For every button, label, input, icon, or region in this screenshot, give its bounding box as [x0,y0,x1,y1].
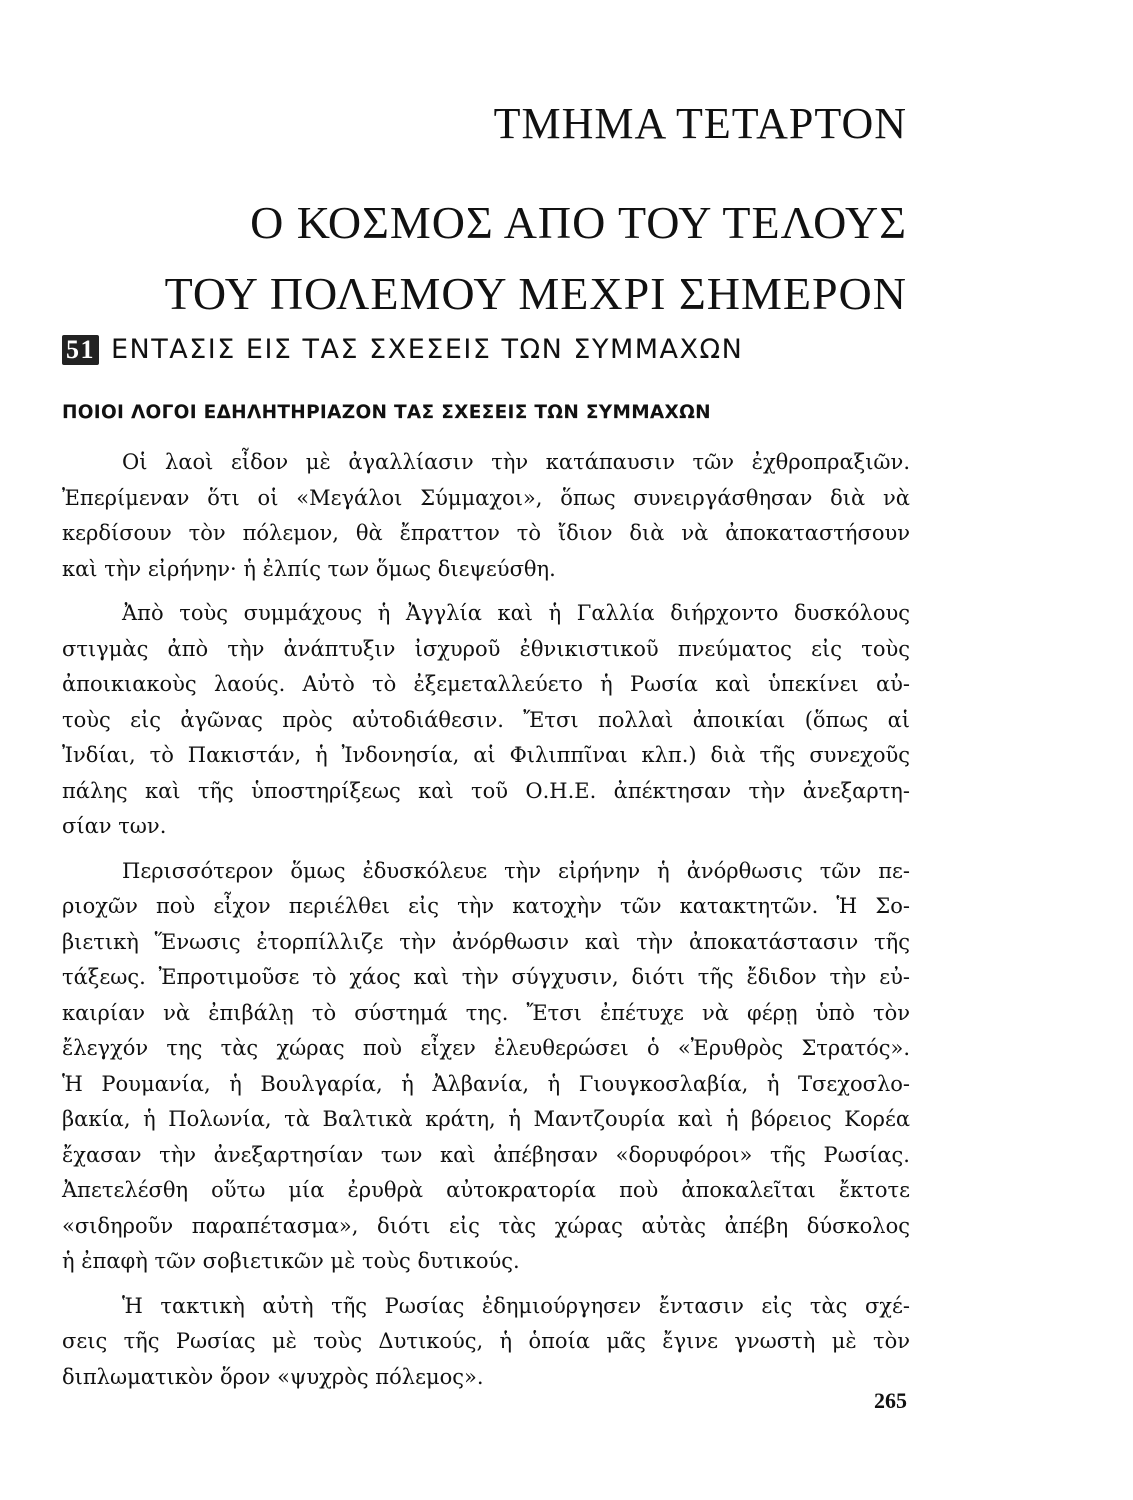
text-line: ἔλεγχόν της τὰς χώρας ποὺ εἶχεν ἐλευθερώσει ὁ «Ἐρυθρὸς Στρατός». [62,1036,910,1060]
paragraph-gap [62,845,910,854]
text-line: Ἀπὸ τοὺς συμμάχους ἡ Ἀγγλία καὶ ἡ Γαλλία διήρχοντο δυσκόλους [122,601,910,625]
text-line: σεις τῆς Ρωσίας μὲ τοὺς Δυτικούς, ἡ ὁποία μᾶς ἔγινε γνωστὴ μὲ τὸν [62,1329,910,1353]
text-line: Οἱ λαοὶ εἶδον μὲ ἀγαλλίασιν τὴν κατάπαυσιν τῶν ἐχθροπραξιῶν. [122,450,910,474]
text-line: βιετικὴ Ἕνωσις ἐτορπίλλιζε τὴν ἀνόρθωσιν καὶ τὴν ἀποκατάστασιν τῆς [62,929,910,954]
text-line: Ἡ τακτικὴ αὐτὴ τῆς Ρωσίας ἐδημιούργησεν ἔντασιν εἰς τὰς σχέ- [122,1293,910,1318]
section-subheading: ΠΟΙΟΙ ΛΟΓΟΙ ΕΔΗΛΗΤΗΡΙΑΖΟΝ ΤΑΣ ΣΧΕΣΕΙΣ ΤΩΝ ΣΥΜΜΑΧΩΝ [62,402,711,423]
text-line: Περισσότερον ὅμως ἐδυσκόλευε τὴν εἰρήνην ἡ ἀνόρθωσις τῶν πε- [122,858,910,883]
text-line: κερδίσουν τὸν πόλεμον, θὰ ἔπραττον τὸ ἴδιον διὰ νὰ ἀποκαταστήσουν [62,521,910,545]
paragraph [62,445,910,587]
chapter-heading [62,334,743,365]
text-line: Ἀπετελέσθη οὕτω μία ἐρυθρὰ αὐτοκρατορία ποὺ ἀποκαλεῖται ἔκτοτε [62,1178,910,1202]
text-line: καὶ τὴν εἰρήνην· ἡ ἐλπίς των ὅμως διεψεύσθη. [62,556,556,581]
chapter-number-badge: 51 [62,335,99,365]
text-line: καιρίαν νὰ ἐπιβάλῃ τὸ σύστημά της. Ἔτσι ἐπέτυχε νὰ φέρῃ ὑπὸ τὸν [62,1000,910,1025]
text-line: βακία, ἡ Πολωνία, τὰ Βαλτικὰ κράτη, ἡ Μαντζουρία καὶ ἡ βόρειος Κορέα [62,1107,910,1131]
text-line: πάλης καὶ τῆς ὑποστηρίξεως καὶ τοῦ Ο.Η.Ε. ἀπέκτησαν τὴν ἀνεξαρτη- [62,778,910,803]
text-line: ριοχῶν ποὺ εἶχον περιέλθει εἰς τὴν κατοχὴν τῶν κατακτητῶν. Ἡ Σο- [62,894,910,918]
paragraph [62,1289,910,1396]
text-line: σίαν των. [62,814,167,838]
text-line: Ἡ Ρουμανία, ἡ Βουλγαρία, ἡ Ἀλβανία, ἡ Γιουγκοσλαβία, ἡ Τσεχοσλο- [62,1071,910,1096]
text-line: τοὺς εἰς ἀγῶνας πρὸς αὐτοδιάθεσιν. Ἔτσι πολλαὶ ἀποικίαι (ὅπως αἱ [62,707,910,732]
text-line: Ἰνδίαι, τὸ Πακιστάν, ἡ Ἰνδονησία, αἱ Φιλιππῖναι κλπ.) διὰ τῆς συνεχοῦς [62,743,910,767]
text-line: στιγμὰς ἀπὸ τὴν ἀνάπτυξιν ἰσχυροῦ ἐθνικιστικοῦ πνεύματος εἰς τοὺς [62,636,910,661]
text-line: Ἐπερίμεναν ὅτι οἱ «Μεγάλοι Σύμμαχοι», ὅπως συνειργάσθησαν διὰ νὰ [62,485,910,510]
text-line: «σιδηροῦν παραπέτασμα», διότι εἰς τὰς χώρας αὐτὰς ἀπέβη δύσκολος [62,1213,910,1238]
text-line: ἡ ἐπαφὴ τῶν σοβιετικῶν μὲ τοὺς δυτικούς. [62,1249,520,1273]
text-line: διπλωματικὸν ὅρον «ψυχρὸς πόλεμος». [62,1364,484,1389]
chapter-title: ΕΝΤΑΣΙΣ ΕΙΣ ΤΑΣ ΣΧΕΣΕΙΣ ΤΩΝ ΣΥΜΜΑΧΩΝ [111,334,744,365]
paragraph-gap [62,1280,910,1289]
text-line: τάξεως. Ἐπροτιμοῦσε τὸ χάος καὶ τὴν σύγχυσιν, διότι τῆς ἔδιδον τὴν εὐ- [62,965,910,989]
part-heading: ΤΜΗΜΑ ΤΕΤΑΡΤΟΝ [493,99,907,148]
title-line-2: ΤΟΥ ΠΟΛΕΜΟΥ ΜΕΧΡΙ ΣΗΜΕΡΟΝ [164,268,907,319]
text-line: ἀποικιακοὺς λαούς. Αὐτὸ τὸ ἐξεμεταλλεύετο ἡ Ρωσία καὶ ὑπεκίνει αὐ- [62,672,910,696]
body-text [62,445,910,1395]
paragraph [62,596,910,845]
title-line-1: Ο ΚΟΣΜΟΣ ΑΠΟ ΤΟΥ ΤΕΛΟΥΣ [250,197,907,248]
page-number: 265 [874,1388,907,1413]
paragraph-gap [62,587,910,596]
paragraph [62,854,910,1280]
text-line: ἔχασαν τὴν ἀνεξαρτησίαν των καὶ ἀπέβησαν «δορυφόροι» τῆς Ρωσίας. [62,1142,910,1167]
